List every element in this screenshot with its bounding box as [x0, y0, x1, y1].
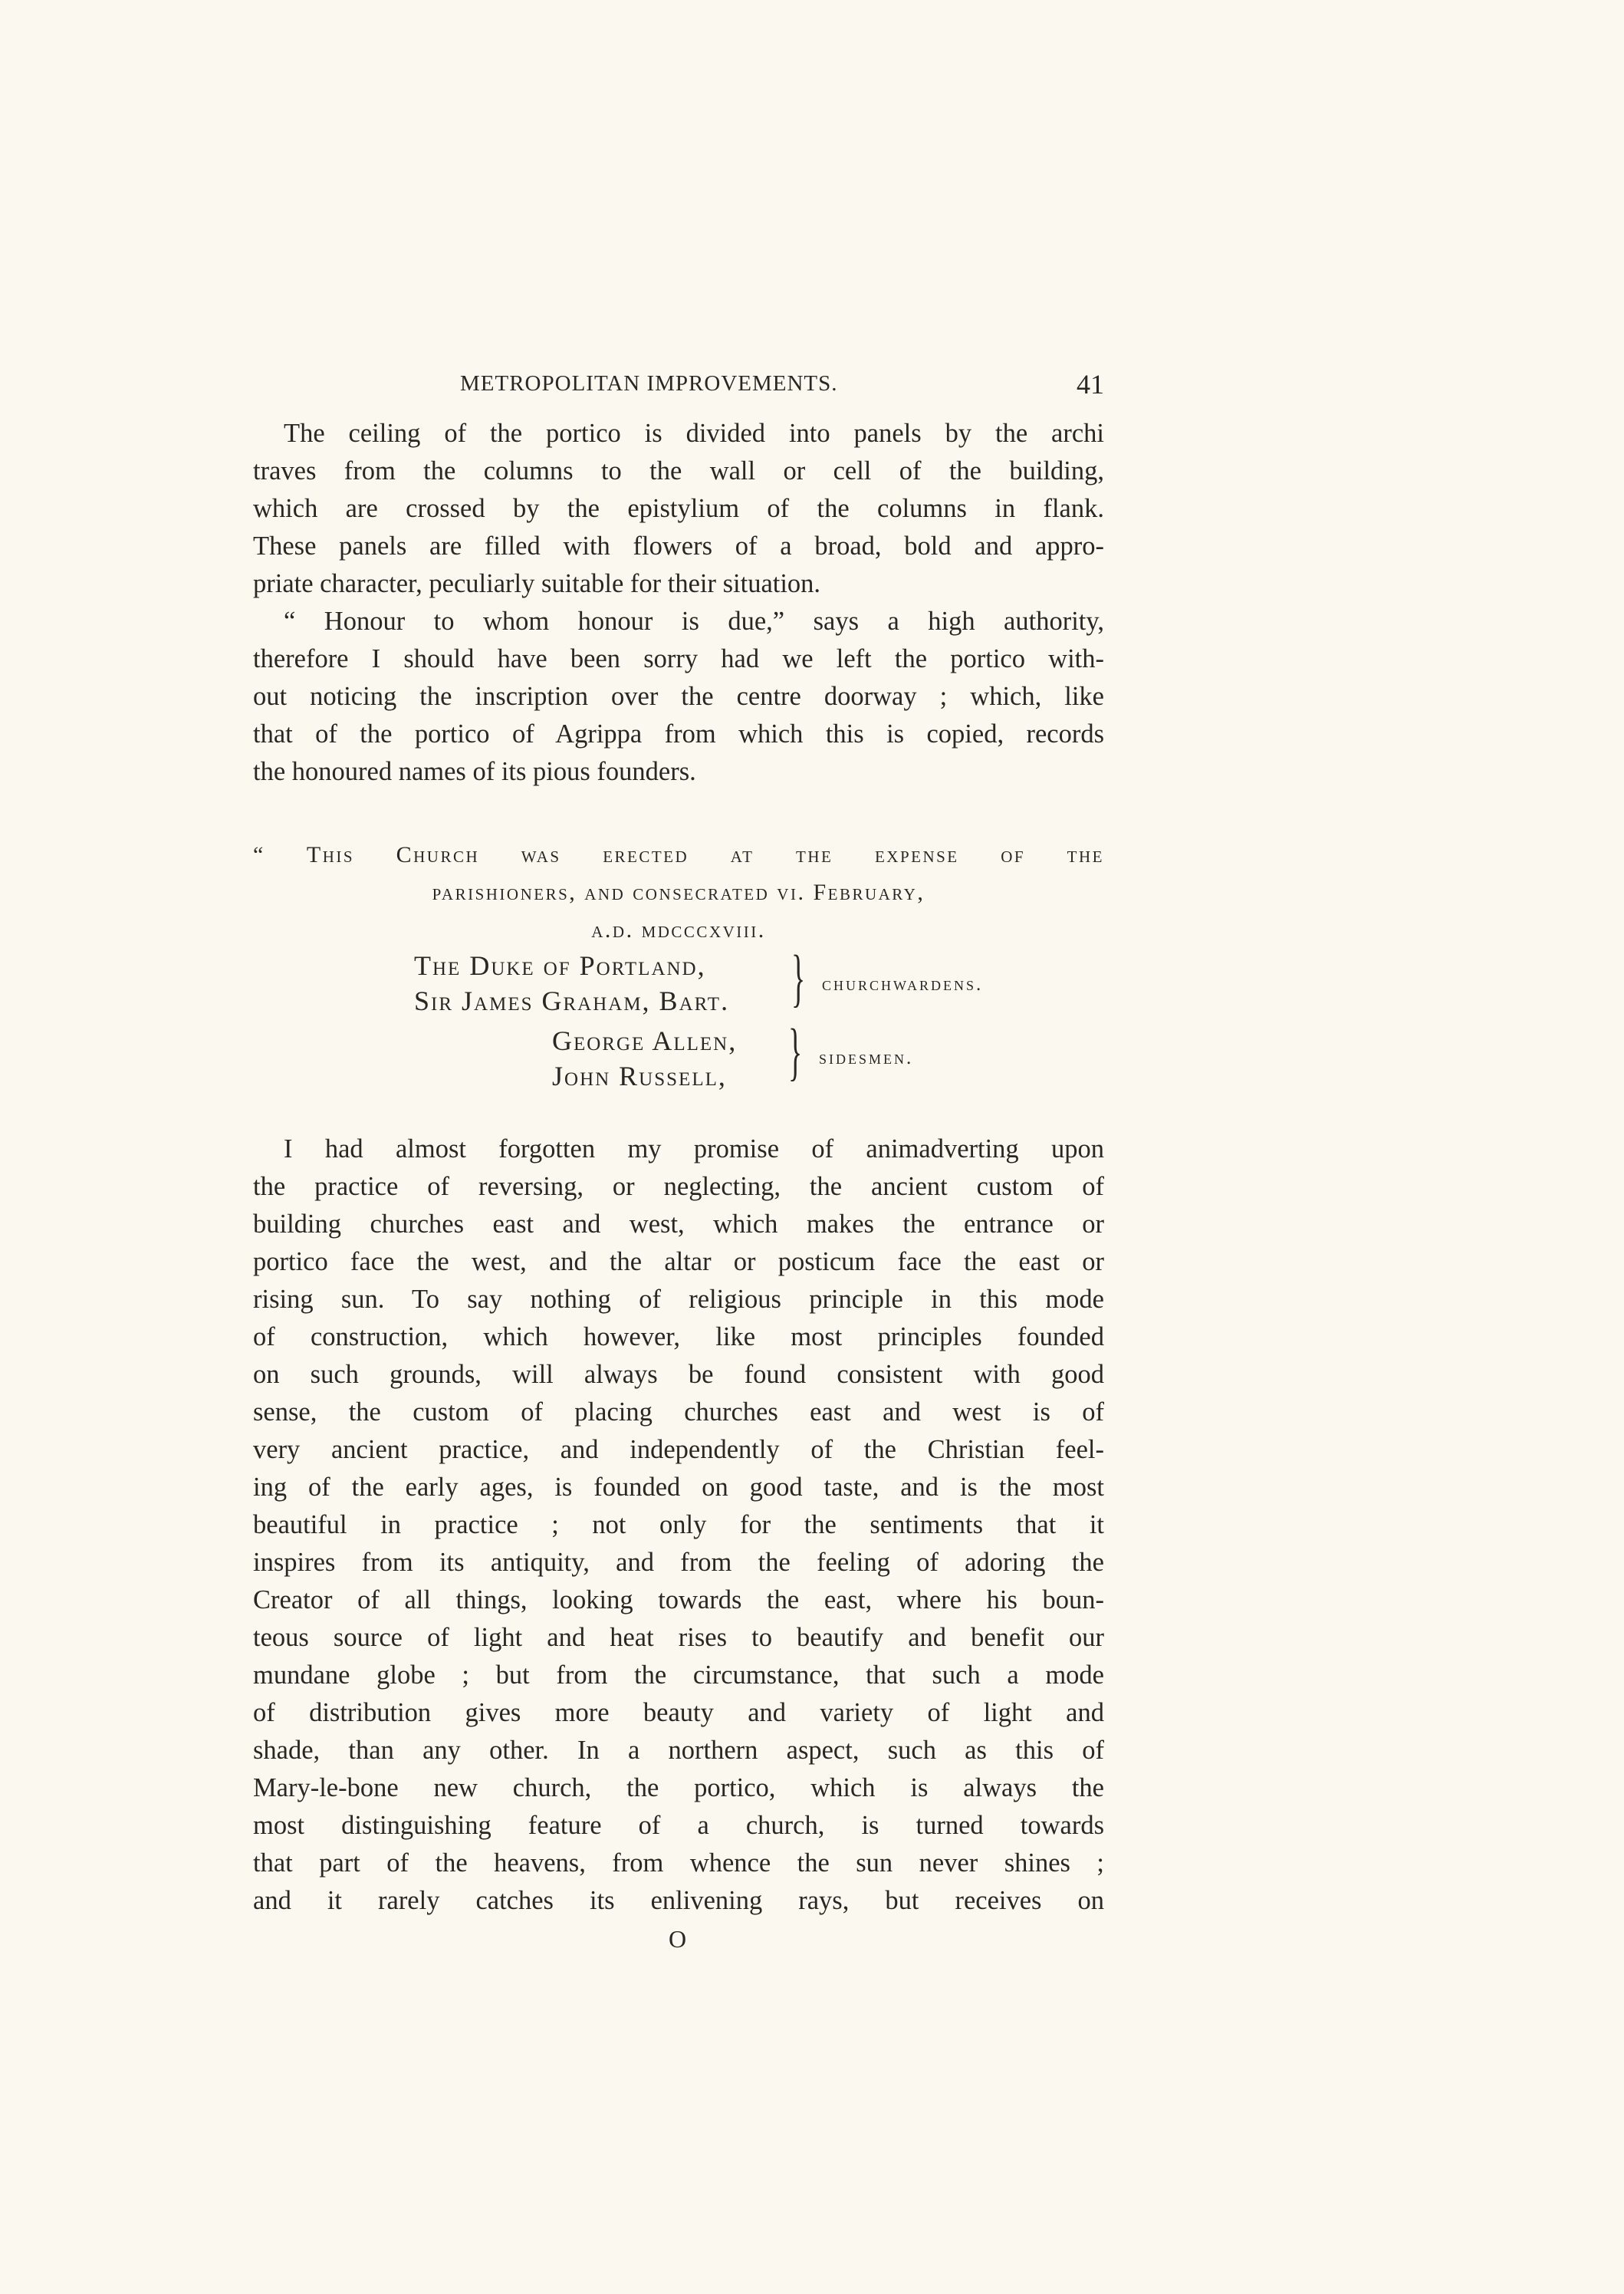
text-line: therefore I should have been sorry had we left the portico with- [253, 644, 1104, 673]
text-line: teous source of light and heat rises to beautify and benefit our [253, 1623, 1104, 1652]
text-line: and it rarely catches its enlivening rays, but receives on [253, 1886, 1104, 1915]
signature-mark: O [669, 1925, 687, 1953]
paragraph-inscription-intro [253, 603, 1104, 791]
body-text-bottom [253, 1131, 1104, 1920]
text-line: that of the portico of Agrippa from which this is copied, records [253, 719, 1104, 749]
text-line: These panels are filled with flowers of a broad, bold and appro- [253, 532, 1104, 561]
churchwardens-role: churchwardens. [822, 974, 984, 995]
church-inscription [253, 836, 1104, 949]
paragraph-church-orientation [253, 1131, 1104, 1920]
churchwardens-names [414, 948, 729, 1019]
text-line: The ceiling of the portico is divided into panels by the archi [284, 419, 1104, 448]
text-line: Creator of all things, looking towards the east, where his boun- [253, 1585, 1104, 1614]
running-head: METROPOLITAN IMPROVEMENTS. [460, 371, 838, 396]
text-line: portico face the west, and the altar or posticum face the east or [253, 1247, 1104, 1276]
text-line: priate character, peculiarly suitable for their situation. [253, 569, 821, 598]
sidesman-name: John Russell, [552, 1061, 727, 1091]
text-line: which are crossed by the epistylium of the columns in flank. [253, 494, 1104, 523]
text-line: sense, the custom of placing churches east and west is of [253, 1397, 1104, 1427]
inscription-line: parishioners, and consecrated vi. February, [432, 880, 925, 905]
text-line: most distinguishing feature of a church, is turned towards [253, 1811, 1104, 1840]
right-brace-icon: } [791, 943, 806, 1014]
page-header [253, 368, 1104, 414]
text-line: “ Honour to whom honour is due,” says a high authority, [284, 607, 1104, 636]
text-line: rising sun. To say nothing of religious principle in this mode [253, 1285, 1104, 1314]
text-line: inspires from its antiquity, and from the feeling of adoring the [253, 1548, 1104, 1577]
page-number: 41 [1077, 369, 1104, 400]
paragraph-portico-ceiling [253, 415, 1104, 603]
text-line: the practice of reversing, or neglecting, the ancient custom of [253, 1172, 1104, 1201]
text-line: mundane globe ; but from the circumstance, that such a mode [253, 1660, 1104, 1690]
text-line: of construction, which however, like most principles founded [253, 1322, 1104, 1351]
text-line: on such grounds, will always be found consistent with good [253, 1360, 1104, 1389]
text-line: out noticing the inscription over the centre doorway ; which, like [253, 682, 1104, 711]
sidesman-name: George Allen, [552, 1025, 738, 1056]
text-line: of distribution gives more beauty and variety of light and [253, 1698, 1104, 1727]
churchwarden-name: The Duke of Portland, [414, 950, 706, 981]
churchwarden-name: Sir James Graham, Bart. [414, 986, 730, 1016]
text-line: that part of the heavens, from whence the sun never shines ; [253, 1848, 1104, 1878]
text-line: the honoured names of its pious founders. [253, 757, 696, 786]
text-line: shade, than any other. In a northern aspect, such as this of [253, 1736, 1104, 1765]
inscription-date: a.d. mdcccxviii. [591, 917, 766, 943]
body-text-top [253, 415, 1104, 791]
text-line: ing of the early ages, is founded on good taste, and is the most [253, 1473, 1104, 1502]
text-line: Mary-le-bone new church, the portico, which is always the [253, 1773, 1104, 1802]
text-line: traves from the columns to the wall or cell of the building, [253, 456, 1104, 485]
sidesmen-role: sidesmen. [819, 1048, 914, 1068]
text-line: I had almost forgotten my promise of animadverting upon [284, 1134, 1104, 1163]
text-line: beautiful in practice ; not only for the sentiments that it [253, 1510, 1104, 1539]
text-line: very ancient practice, and independently of the Christian feel- [253, 1435, 1104, 1464]
inscription-line: “ This Church was erected at the expense of the [253, 842, 1104, 867]
right-brace-icon: } [788, 1016, 803, 1088]
text-line: building churches east and west, which makes the entrance or [253, 1210, 1104, 1239]
sidesmen-names [552, 1023, 737, 1094]
